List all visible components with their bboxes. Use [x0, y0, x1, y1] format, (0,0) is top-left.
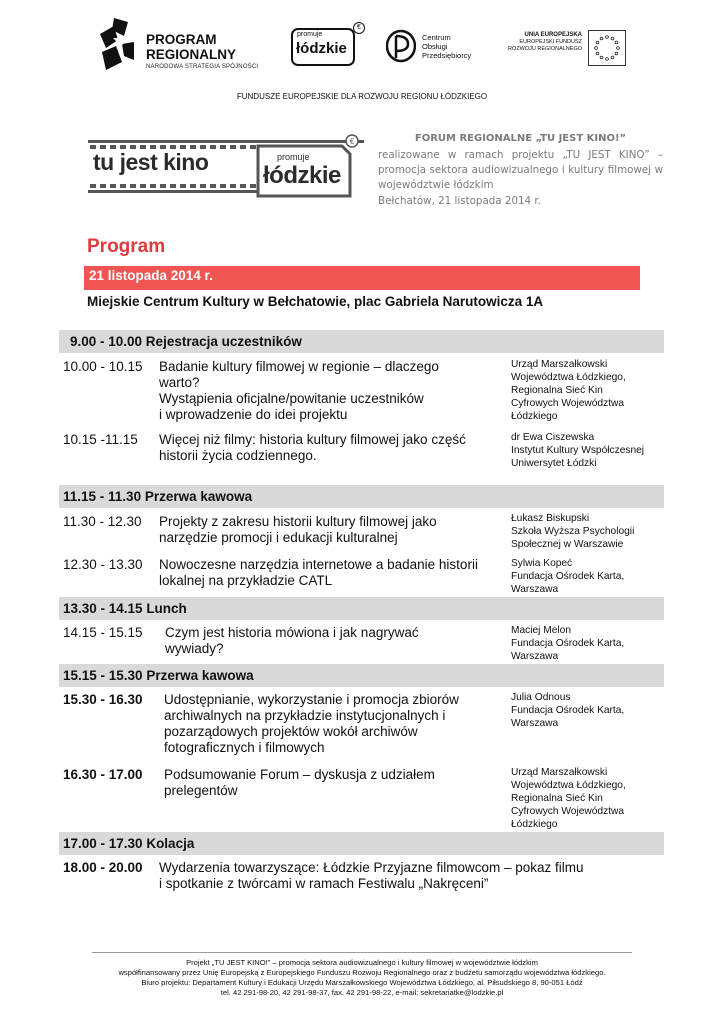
speaker-line: Warszawa: [511, 651, 559, 662]
eu-text: [482, 32, 582, 53]
topic-line: Badanie kultury filmowej w regionie – dlaczego: [159, 359, 439, 374]
program-venue: Miejskie Centrum Kultury w Bełchatowie, plac Gabriela Narutowicza 1A: [87, 294, 544, 309]
topic-line: Wydarzenia towarzyszące: Łódzkie Przyjazne filmowcom – pokaz filmu: [159, 860, 584, 875]
program-date: 21 listopada 2014 r.: [89, 268, 213, 283]
cop-text: [422, 33, 471, 60]
event-time: 11.30 - 12.30: [63, 514, 142, 529]
svg-text:€: €: [349, 137, 355, 146]
footer-line: tel. 42 291-98-20, 42 291-98-37, fax. 42 291-98-22, e-mail: sekretariatke@lodzkie.pl: [220, 988, 504, 997]
speaker-line: Urząd Marszałkowski: [511, 359, 608, 370]
topic-line: i spotkanie z twórcami w ramach Festiwalu „Nakręceni”: [159, 876, 489, 891]
topic-line: Więcej niż filmy: historia kultury filmowej jako część: [159, 432, 466, 447]
program-regionalny-line2: REGIONALNY: [146, 47, 237, 62]
topic-line: Udostępnianie, wykorzystanie i promocja zbiorów: [164, 692, 459, 707]
event-speaker: [511, 624, 624, 663]
speaker-line: Łódzkiego: [511, 819, 558, 830]
speaker-line: Łukasz Biskupski: [511, 513, 590, 524]
event-topic: [159, 557, 478, 589]
event-speaker: [511, 358, 626, 423]
event-speaker: [511, 512, 634, 551]
speaker-line: Fundacja Ośrodek Karta,: [511, 638, 625, 649]
speaker-line: Cyfrowych Województwa: [511, 398, 625, 409]
footer: [0, 958, 724, 998]
topic-line: Czym jest historia mówiona i jak nagrywać: [165, 625, 419, 640]
event-time: 10.00 - 10.15: [63, 359, 143, 374]
topic-line: i wprowadzenie do idei projektu: [159, 407, 348, 422]
speaker-line: Instytut Kultury Współczesnej: [511, 445, 645, 456]
forum-description: realizowane w ramach projektu „TU JEST KINO” – promocja sektora audiowizualnego i kultury filmowej w województwie łódzkim: [378, 149, 663, 191]
footer-line: Biuro projektu: Departament Kultury i Edukacji Urzędu Marszałkowskiego Województwa Łódzkiego, al. Piłsudskiego 8, 90-051 Łódź: [141, 978, 583, 987]
event-speaker: [511, 557, 624, 596]
speaker-line: Społecznej w Warszawie: [511, 539, 624, 550]
event-topic: [159, 359, 439, 423]
speaker-line: Województwa Łódzkiego,: [511, 780, 626, 791]
topic-line: wywiady?: [165, 641, 224, 656]
speaker-line: Julia Odnous: [511, 692, 571, 703]
event-time: 15.30 - 16.30: [63, 692, 143, 707]
cop-logo-icon: [386, 28, 416, 64]
footer-line: współfinansowany przez Unię Europejską z Europejskiego Funduszu Rozwoju Regionalnego oraz z budżetu samorządu województwa łódzkiego.: [118, 968, 606, 977]
euro-mark-icon: €: [353, 22, 365, 34]
speaker-line: Regionalna Sieć Kin: [511, 793, 603, 804]
footer-divider: [92, 952, 632, 953]
event-speaker: [511, 766, 626, 831]
footer-line: Projekt „TU JEST KINO!” – promocja sektora audiowizualnego i kultury filmowej w województwie łódzkim: [186, 958, 538, 967]
funds-line: FUNDUSZE EUROPEJSKIE DLA ROZWOJU REGIONU ŁÓDZKIEGO: [236, 92, 488, 101]
eu-flag-icon: [588, 30, 626, 66]
program-regionalny-line1: PROGRAM: [146, 32, 217, 47]
event-topic: [159, 432, 466, 464]
speaker-line: Fundacja Ośrodek Karta,: [511, 571, 625, 582]
topic-line: narzędzie promocji i edukacji kulturalnej: [159, 530, 398, 545]
speaker-line: Regionalna Sieć Kin: [511, 385, 603, 396]
topic-line: Podsumowanie Forum – dyskusja z udziałem: [164, 767, 435, 782]
film-logo-text: tu jest kino: [93, 149, 209, 175]
topic-line: fotograficznych i filmowych: [164, 740, 325, 755]
topic-line: Projekty z zakresu historii kultury filmowej jako: [159, 514, 437, 529]
event-time: 14.15 - 15.15: [63, 625, 143, 640]
event-topic: [164, 767, 435, 799]
topic-line: lokalnej na przykładzie CATL: [159, 573, 333, 588]
event-topic: [159, 514, 437, 546]
section-label: 9.00 - 10.00 Rejestracja uczestników: [70, 334, 302, 349]
event-time: 10.15 -11.15: [63, 432, 138, 447]
speaker-line: Warszawa: [511, 584, 559, 595]
topic-line: Wystąpienia oficjalne/powitanie uczestników: [159, 391, 424, 406]
film-logo-promuje: promuje: [277, 152, 310, 162]
topic-line: Nowoczesne narzędzia internetowe a badanie historii: [159, 557, 478, 572]
topic-line: prelegentów: [164, 783, 238, 798]
promuje-lodzkie-small: promuje: [297, 31, 323, 38]
event-speaker: [511, 691, 624, 730]
event-time: 18.00 - 20.00: [63, 860, 143, 875]
eu-line3: ROZWOJU REGIONALNEGO: [508, 46, 582, 52]
section-label: 17.00 - 17.30 Kolacja: [63, 836, 195, 851]
event-topic: [165, 625, 419, 657]
topic-line: pozarządowych projektów wokół archiwów: [164, 724, 418, 739]
cop-line2: Obsługi: [422, 42, 448, 51]
program-regionalny-subtitle: NARODOWA STRATEGIA SPÓJNOŚCI: [146, 64, 259, 70]
speaker-line: Uniwersytet Łódzki: [511, 458, 597, 469]
speaker-line: Maciej Melon: [511, 625, 572, 636]
speaker-line: Województwa Łódzkiego,: [511, 372, 626, 383]
cop-line3: Przedsiębiorcy: [422, 51, 472, 60]
eu-line1: UNIA EUROPEJSKA: [524, 32, 582, 38]
speaker-line: Fundacja Ośrodek Karta,: [511, 705, 625, 716]
speaker-line: Urząd Marszałkowski: [511, 767, 608, 778]
topic-line: warto?: [159, 375, 200, 390]
event-time: 12.30 - 13.30: [63, 557, 143, 572]
speaker-line: Szkoła Wyższa Psychologii: [511, 526, 635, 537]
promuje-lodzkie-big: łódzkie: [296, 40, 347, 57]
event-topic: [164, 692, 459, 756]
speaker-line: Sylwia Kopeć: [511, 558, 573, 569]
speaker-line: Cyfrowych Województwa: [511, 806, 625, 817]
speaker-line: Łódzkiego: [511, 411, 558, 422]
program-title: Program: [87, 236, 166, 257]
cop-line1: Centrum: [422, 33, 451, 42]
eu-line2: EUROPEJSKI FUNDUSZ: [519, 39, 582, 45]
section-label: 15.15 - 15.30 Przerwa kawowa: [63, 668, 254, 683]
film-logo-lodzkie: łódzkie: [263, 162, 341, 189]
speaker-line: dr Ewa Ciszewska: [511, 432, 595, 443]
topic-line: archiwalnych na przykładzie instytucjonalnych i: [164, 708, 446, 723]
topic-line: historii życia codziennego.: [159, 448, 317, 463]
event-topic: [159, 860, 584, 892]
forum-heading: FORUM REGIONALNE „TU JEST KINO!”: [414, 133, 627, 144]
forum-place-date: Bełchatów, 21 listopada 2014 r.: [378, 195, 541, 207]
speaker-line: Warszawa: [511, 718, 559, 729]
program-regionalny-logo-icon: [98, 16, 136, 74]
section-label: 11.15 - 11.30 Przerwa kawowa: [63, 489, 253, 504]
event-speaker: [511, 431, 644, 470]
event-time: 16.30 - 17.00: [63, 767, 143, 782]
program-regionalny-title: [146, 32, 236, 62]
section-label: 13.30 - 14.15 Lunch: [63, 601, 187, 616]
